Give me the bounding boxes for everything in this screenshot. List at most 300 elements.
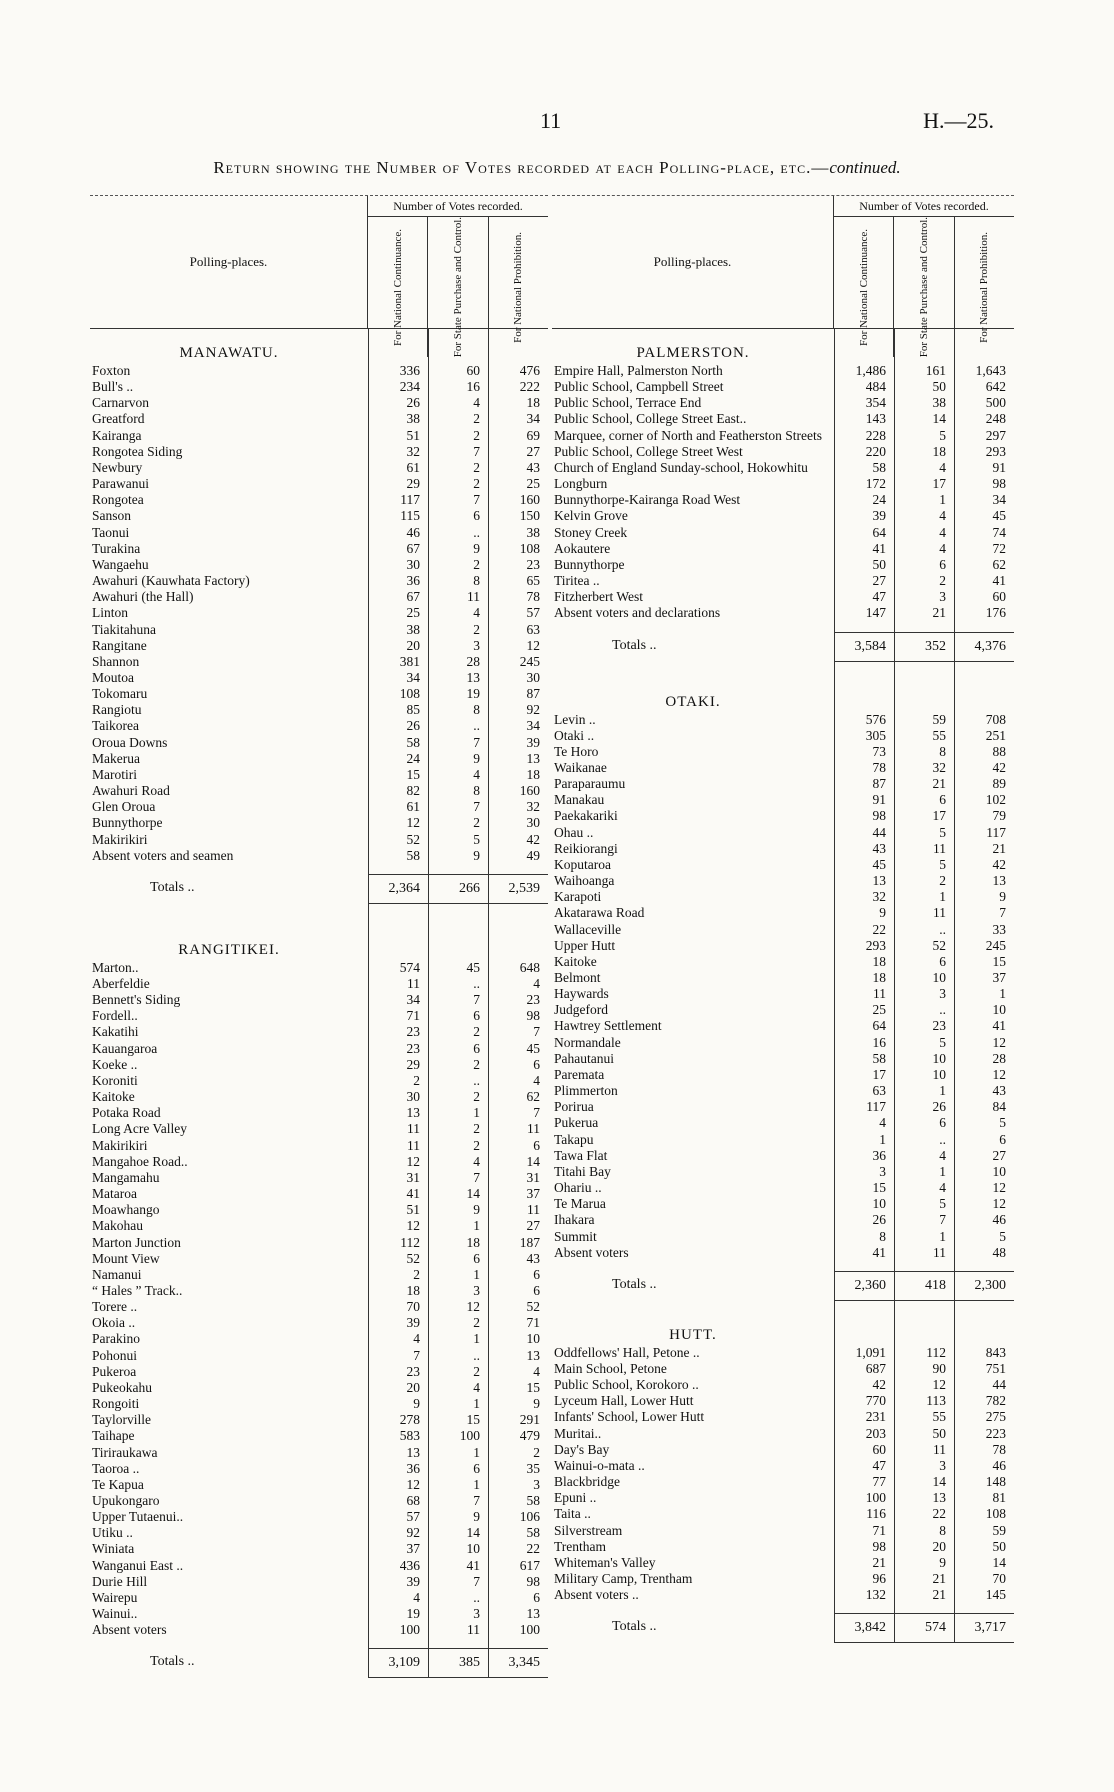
vote-count: 160 bbox=[519, 492, 540, 508]
vote-count: 8 bbox=[939, 1522, 946, 1538]
vote-count: 72 bbox=[992, 540, 1006, 556]
vote-count: 13 bbox=[526, 750, 540, 766]
polling-place-name: Marquee, corner of North and Featherston Streets bbox=[554, 427, 823, 443]
vote-count: 55 bbox=[932, 727, 946, 743]
votes-recorded-header: Number of Votes recorded. bbox=[368, 196, 548, 217]
vote-count: 67 bbox=[406, 540, 420, 556]
table-row bbox=[552, 363, 1014, 379]
table-row bbox=[552, 1539, 1014, 1555]
vote-count: 58 bbox=[526, 1493, 540, 1508]
table-row bbox=[552, 1345, 1014, 1361]
table-row bbox=[552, 428, 1014, 444]
vote-count: 50 bbox=[932, 379, 946, 395]
table-row bbox=[90, 1170, 548, 1186]
vote-count: 64 bbox=[872, 524, 886, 540]
vote-count: .. bbox=[473, 1589, 480, 1605]
vote-count: 2 bbox=[473, 411, 480, 427]
polling-place-name: Tawa Flat bbox=[554, 1147, 608, 1163]
vote-count: 220 bbox=[865, 443, 886, 459]
table-row bbox=[552, 1148, 1014, 1164]
vote-count: 6 bbox=[939, 556, 946, 572]
table-row bbox=[90, 508, 548, 524]
table-row bbox=[90, 1186, 548, 1202]
vote-count: 22 bbox=[872, 921, 886, 937]
vote-count: 15 bbox=[466, 1412, 480, 1428]
total-value: 2,539 bbox=[488, 874, 548, 904]
vote-count: 43 bbox=[992, 1083, 1006, 1099]
vote-count: 18 bbox=[526, 395, 540, 411]
vote-count: 10 bbox=[992, 1002, 1006, 1018]
table-row bbox=[552, 808, 1014, 824]
polling-place-name: Pukerua bbox=[554, 1115, 599, 1131]
col-state-purchase: For State Purchase and Control. bbox=[451, 217, 464, 358]
vote-count: 13 bbox=[526, 1606, 540, 1622]
table-row bbox=[552, 1229, 1014, 1245]
table-row bbox=[90, 379, 548, 395]
document-reference: H.—25. bbox=[923, 108, 994, 133]
vote-count: 20 bbox=[932, 1538, 946, 1554]
polling-place-name: Ohariu .. bbox=[554, 1180, 602, 1196]
vote-count: 9 bbox=[473, 847, 480, 863]
table-row bbox=[552, 411, 1014, 427]
table-row bbox=[552, 1474, 1014, 1490]
vote-count: 50 bbox=[992, 1538, 1006, 1554]
polling-place-name: Taonui bbox=[92, 524, 130, 540]
vote-count: 41 bbox=[992, 1018, 1006, 1034]
polling-place-name: Rongoiti bbox=[92, 1396, 140, 1412]
vote-count: 3 bbox=[939, 589, 946, 605]
vote-count: 45 bbox=[992, 508, 1006, 524]
total-value: 385 bbox=[428, 1648, 488, 1678]
vote-count: 41 bbox=[406, 1186, 420, 1202]
vote-count: 39 bbox=[406, 1573, 420, 1589]
vote-count: 10 bbox=[466, 1541, 480, 1557]
polling-place-name: Wallaceville bbox=[554, 921, 622, 937]
vote-count: 30 bbox=[406, 556, 420, 572]
vote-count: 12 bbox=[932, 1377, 946, 1393]
vote-count: 98 bbox=[872, 808, 886, 824]
vote-count: 23 bbox=[526, 556, 540, 572]
table-row bbox=[90, 622, 548, 638]
vote-count: 12 bbox=[406, 1476, 420, 1492]
vote-count: 5 bbox=[473, 831, 480, 847]
polling-place-name: Normandale bbox=[554, 1034, 621, 1050]
table-row bbox=[90, 1202, 548, 1218]
vote-count: 293 bbox=[985, 443, 1006, 459]
polling-place-name: Lyceum Hall, Lower Hutt bbox=[554, 1393, 694, 1409]
table-row bbox=[552, 557, 1014, 573]
vote-count: 1 bbox=[473, 1476, 480, 1492]
vote-count: 46 bbox=[406, 524, 420, 540]
vote-count: 222 bbox=[519, 379, 540, 395]
vote-count: 8 bbox=[473, 573, 480, 589]
vote-count: 63 bbox=[872, 1083, 886, 1099]
vote-count: 4 bbox=[473, 395, 480, 411]
vote-count: 60 bbox=[872, 1441, 886, 1457]
vote-count: 39 bbox=[526, 734, 540, 750]
table-row bbox=[552, 728, 1014, 744]
vote-count: 37 bbox=[992, 970, 1006, 985]
table-row bbox=[90, 1121, 548, 1137]
polling-place-name: Bunnythorpe bbox=[554, 556, 625, 572]
vote-count: 79 bbox=[992, 808, 1006, 824]
polling-place-name: Upper Tutaenui.. bbox=[92, 1509, 184, 1525]
polling-place-name: Mount View bbox=[92, 1250, 160, 1266]
vote-count: 113 bbox=[926, 1393, 946, 1409]
table-row bbox=[90, 605, 548, 621]
vote-count: 6 bbox=[473, 1008, 480, 1024]
vote-count: 55 bbox=[932, 1409, 946, 1425]
vote-count: 60 bbox=[992, 589, 1006, 605]
polling-place-name: Te Marua bbox=[554, 1196, 606, 1212]
vote-count: 7 bbox=[939, 1212, 946, 1228]
polling-place-name: Namanui bbox=[92, 1266, 142, 1282]
polling-place-name: Koputaroa bbox=[554, 856, 611, 872]
table-row bbox=[552, 954, 1014, 970]
vote-count: 251 bbox=[985, 727, 1006, 743]
vote-count: 336 bbox=[399, 363, 420, 378]
vote-count: 20 bbox=[406, 637, 420, 653]
polling-place-name: Day's Bay bbox=[554, 1441, 610, 1457]
vote-count: 100 bbox=[519, 1622, 540, 1638]
polling-place-name: Kauangaroa bbox=[92, 1040, 158, 1056]
vote-count: 8 bbox=[473, 702, 480, 718]
vote-count: 13 bbox=[466, 669, 480, 685]
vote-count: 12 bbox=[992, 1180, 1006, 1196]
polling-place-name: Upper Hutt bbox=[554, 937, 616, 953]
vote-count: 77 bbox=[872, 1474, 886, 1490]
polling-place-name: Plimmerton bbox=[554, 1083, 618, 1099]
vote-count: 278 bbox=[399, 1412, 420, 1428]
vote-count: 82 bbox=[406, 783, 420, 799]
table-row bbox=[552, 760, 1014, 776]
vote-count: 63 bbox=[526, 621, 540, 637]
polling-place-name: Trentham bbox=[554, 1538, 607, 1554]
left-table-body bbox=[90, 329, 548, 1678]
polling-place-name: Pukeroa bbox=[92, 1363, 137, 1379]
polling-place-name: Porirua bbox=[554, 1099, 594, 1115]
vote-count: 61 bbox=[406, 799, 420, 815]
vote-count: 52 bbox=[526, 1299, 540, 1315]
polling-places-header: Polling-places. bbox=[653, 254, 732, 269]
table-row bbox=[552, 476, 1014, 492]
polling-place-name: Aberfeldie bbox=[92, 976, 150, 991]
polling-place-name: Koeke .. bbox=[92, 1056, 138, 1072]
vote-count: 1 bbox=[939, 492, 946, 508]
vote-count: 1 bbox=[999, 986, 1006, 1002]
table-row bbox=[552, 605, 1014, 621]
polling-place-name: Rangiotu bbox=[92, 702, 142, 718]
vote-count: 71 bbox=[526, 1315, 540, 1331]
polling-place-name: Kaitoke bbox=[554, 953, 597, 969]
polling-place-name: Utiku .. bbox=[92, 1525, 133, 1541]
polling-place-name: Fitzherbert West bbox=[554, 589, 644, 605]
vote-count: 38 bbox=[932, 395, 946, 411]
vote-count: 78 bbox=[992, 1441, 1006, 1457]
total-value: 3,584 bbox=[834, 632, 894, 662]
vote-count: 58 bbox=[872, 1050, 886, 1066]
table-row bbox=[552, 712, 1014, 728]
vote-count: 25 bbox=[872, 1002, 886, 1018]
vote-count: 275 bbox=[985, 1409, 1006, 1425]
vote-count: 176 bbox=[985, 605, 1006, 621]
table-row bbox=[90, 1057, 548, 1073]
polling-place-name: Whiteman's Valley bbox=[554, 1554, 656, 1570]
vote-count: 12 bbox=[992, 1196, 1006, 1212]
vote-count: 381 bbox=[399, 653, 420, 669]
table-row bbox=[90, 960, 548, 976]
vote-count: 100 bbox=[399, 1622, 420, 1638]
vote-count: 305 bbox=[865, 727, 886, 743]
vote-count: 16 bbox=[872, 1034, 886, 1050]
vote-count: 44 bbox=[872, 824, 886, 840]
table-row bbox=[90, 444, 548, 460]
polling-place-name: Durie Hill bbox=[92, 1573, 148, 1589]
vote-count: 2 bbox=[473, 1089, 480, 1105]
table-row bbox=[552, 1245, 1014, 1261]
vote-count: 476 bbox=[519, 363, 540, 378]
vote-count: 116 bbox=[866, 1506, 886, 1522]
vote-count: 7 bbox=[473, 734, 480, 750]
polling-place-name: Church of England Sunday-school, Hokowhitu bbox=[554, 459, 808, 475]
polling-place-name: Absent voters .. bbox=[554, 1587, 639, 1603]
vote-count: .. bbox=[473, 976, 480, 991]
vote-count: 41 bbox=[872, 1244, 886, 1260]
vote-count: 2 bbox=[473, 815, 480, 831]
vote-count: 5 bbox=[939, 824, 946, 840]
table-row bbox=[552, 1426, 1014, 1442]
polling-place-name: Rangitane bbox=[92, 637, 147, 653]
vote-count: 57 bbox=[406, 1509, 420, 1525]
vote-count: 245 bbox=[985, 937, 1006, 953]
table-row bbox=[90, 411, 548, 427]
vote-count: 22 bbox=[526, 1541, 540, 1557]
polling-place-name: Akatarawa Road bbox=[554, 905, 645, 921]
table-row bbox=[90, 460, 548, 476]
table-row bbox=[90, 686, 548, 702]
vote-count: 223 bbox=[985, 1425, 1006, 1441]
vote-count: 59 bbox=[932, 711, 946, 727]
polling-place-name: Rongotea Siding bbox=[92, 443, 183, 459]
table-row bbox=[552, 1393, 1014, 1409]
vote-count: 1 bbox=[473, 1105, 480, 1121]
table-row bbox=[552, 1083, 1014, 1099]
table-row bbox=[90, 1154, 548, 1170]
vote-count: 34 bbox=[992, 492, 1006, 508]
vote-count: 52 bbox=[932, 937, 946, 953]
vote-count: 6 bbox=[533, 1056, 540, 1072]
vote-count: 147 bbox=[865, 605, 886, 621]
vote-count: 2 bbox=[473, 621, 480, 637]
table-row bbox=[552, 938, 1014, 954]
vote-count: 10 bbox=[526, 1331, 540, 1347]
table-row bbox=[90, 1590, 548, 1606]
vote-count: 98 bbox=[872, 1538, 886, 1554]
vote-count: 38 bbox=[526, 524, 540, 540]
vote-count: 2 bbox=[473, 556, 480, 572]
polling-place-name: Tiritea .. bbox=[554, 573, 600, 589]
vote-count: 2 bbox=[473, 459, 480, 475]
total-value: 4,376 bbox=[954, 632, 1014, 662]
right-table-body bbox=[552, 329, 1014, 1643]
vote-count: 6 bbox=[473, 1040, 480, 1056]
table-row bbox=[90, 1024, 548, 1040]
polling-place-name: Stoney Creek bbox=[554, 524, 628, 540]
vote-count: 26 bbox=[406, 395, 420, 411]
table-row bbox=[90, 799, 548, 815]
total-value: 2,300 bbox=[954, 1271, 1014, 1301]
vote-count: 70 bbox=[406, 1299, 420, 1315]
table-row bbox=[90, 848, 548, 864]
vote-count: 32 bbox=[932, 759, 946, 775]
page-number: 11 bbox=[540, 108, 562, 133]
vote-count: 436 bbox=[399, 1557, 420, 1573]
polling-place-name: Fordell.. bbox=[92, 1008, 138, 1024]
vote-count: 78 bbox=[872, 759, 886, 775]
vote-count: 13 bbox=[992, 873, 1006, 889]
polling-place-name: Awahuri (the Hall) bbox=[92, 589, 194, 605]
vote-count: 35 bbox=[526, 1460, 540, 1476]
polling-place-name: Te Kapua bbox=[92, 1476, 144, 1492]
col-state-purchase: For State Purchase and Control. bbox=[917, 217, 930, 358]
vote-count: 115 bbox=[400, 508, 420, 524]
totals-row bbox=[90, 874, 548, 904]
vote-count: 751 bbox=[985, 1360, 1006, 1376]
vote-count: 58 bbox=[872, 459, 886, 475]
totals-row bbox=[552, 632, 1014, 662]
vote-count: 7 bbox=[413, 1347, 420, 1363]
polling-place-name: Turakina bbox=[92, 540, 141, 556]
polling-place-name: Public School, College Street East.. bbox=[554, 411, 747, 427]
vote-count: 61 bbox=[406, 459, 420, 475]
col-national-continuance: For National Continuance. bbox=[391, 228, 404, 346]
table-row bbox=[552, 1115, 1014, 1131]
vote-count: 47 bbox=[872, 589, 886, 605]
vote-count: 41 bbox=[992, 573, 1006, 589]
vote-count: 67 bbox=[406, 589, 420, 605]
vote-count: 7 bbox=[473, 492, 480, 508]
vote-count: 4 bbox=[939, 459, 946, 475]
vote-count: 112 bbox=[400, 1234, 420, 1250]
vote-count: 59 bbox=[992, 1522, 1006, 1538]
polling-place-name: Muritai.. bbox=[554, 1425, 602, 1441]
section-manawatu bbox=[90, 343, 548, 904]
table-row bbox=[90, 1041, 548, 1057]
vote-count: 6 bbox=[533, 1266, 540, 1282]
table-row bbox=[90, 1461, 548, 1477]
table-row bbox=[552, 776, 1014, 792]
polling-place-name: Public School, Korokoro .. bbox=[554, 1377, 699, 1393]
vote-count: 23 bbox=[406, 1040, 420, 1056]
vote-count: 29 bbox=[406, 476, 420, 492]
totals-label: Totals .. bbox=[612, 1276, 657, 1292]
vote-count: 42 bbox=[992, 759, 1006, 775]
polling-place-name: Wainui.. bbox=[92, 1606, 138, 1622]
vote-count: 5 bbox=[939, 856, 946, 872]
vote-count: 12 bbox=[992, 1034, 1006, 1050]
vote-count: 27 bbox=[526, 1218, 540, 1234]
vote-count: 68 bbox=[406, 1493, 420, 1508]
vote-count: 203 bbox=[865, 1425, 886, 1441]
polling-place-name: Pohonui bbox=[92, 1347, 138, 1363]
vote-count: .. bbox=[939, 1002, 946, 1018]
table-row bbox=[90, 1606, 548, 1622]
vote-count: 26 bbox=[932, 1099, 946, 1115]
vote-count: 45 bbox=[466, 959, 480, 975]
vote-count: 21 bbox=[932, 1571, 946, 1586]
table-row bbox=[90, 1105, 548, 1121]
vote-count: 51 bbox=[406, 1202, 420, 1218]
vote-count: 43 bbox=[872, 840, 886, 856]
vote-count: 46 bbox=[992, 1212, 1006, 1228]
table-row bbox=[90, 1008, 548, 1024]
vote-count: 11 bbox=[933, 840, 946, 856]
vote-count: 231 bbox=[865, 1409, 886, 1425]
vote-count: 23 bbox=[932, 1018, 946, 1034]
table-row bbox=[552, 1180, 1014, 1196]
vote-count: 1 bbox=[473, 1396, 480, 1412]
vote-count: 27 bbox=[992, 1147, 1006, 1163]
vote-count: 4 bbox=[939, 1147, 946, 1163]
vote-count: 10 bbox=[992, 1163, 1006, 1179]
polling-place-name: Koroniti bbox=[92, 1072, 138, 1088]
vote-count: 64 bbox=[872, 1018, 886, 1034]
table-row bbox=[90, 1558, 548, 1574]
vote-count: 8 bbox=[473, 783, 480, 799]
vote-count: 65 bbox=[526, 573, 540, 589]
polling-place-name: Rongotea bbox=[92, 492, 144, 508]
vote-count: 73 bbox=[872, 743, 886, 759]
vote-count: 106 bbox=[519, 1509, 540, 1525]
table-row bbox=[90, 1380, 548, 1396]
table-row bbox=[552, 1571, 1014, 1587]
polling-place-name: Sanson bbox=[92, 508, 132, 524]
polling-place-name: Otaki .. bbox=[554, 727, 595, 743]
table-row bbox=[90, 492, 548, 508]
table-row bbox=[90, 767, 548, 783]
vote-count: 12 bbox=[992, 1066, 1006, 1082]
polling-place-name: Makirikiri bbox=[92, 1137, 148, 1153]
vote-count: 18 bbox=[406, 1282, 420, 1298]
vote-count: 4 bbox=[413, 1331, 420, 1347]
vote-count: 576 bbox=[865, 711, 886, 727]
vote-count: 160 bbox=[519, 783, 540, 799]
table-row bbox=[90, 1073, 548, 1089]
vote-count: 108 bbox=[985, 1506, 1006, 1522]
polling-place-name: Ihakara bbox=[554, 1212, 595, 1228]
vote-count: 23 bbox=[526, 992, 540, 1008]
table-row bbox=[552, 1067, 1014, 1083]
vote-count: 4 bbox=[533, 1072, 540, 1088]
polling-place-name: Paraparaumu bbox=[554, 776, 626, 792]
table-row bbox=[552, 792, 1014, 808]
table-row bbox=[90, 1348, 548, 1364]
table-row bbox=[90, 735, 548, 751]
polling-place-name: Moawhango bbox=[92, 1202, 160, 1218]
vote-count: .. bbox=[473, 1347, 480, 1363]
vote-count: 234 bbox=[399, 379, 420, 395]
table-row bbox=[90, 1493, 548, 1509]
polling-place-name: Tokomaru bbox=[92, 686, 148, 702]
vote-count: 2 bbox=[473, 1056, 480, 1072]
vote-count: 1 bbox=[939, 1163, 946, 1179]
vote-count: 7 bbox=[473, 1493, 480, 1508]
vote-count: 10 bbox=[872, 1196, 886, 1212]
vote-count: 6 bbox=[939, 792, 946, 808]
total-value: 2,360 bbox=[834, 1271, 894, 1301]
section-palmerston bbox=[552, 343, 1014, 662]
vote-count: 58 bbox=[406, 734, 420, 750]
